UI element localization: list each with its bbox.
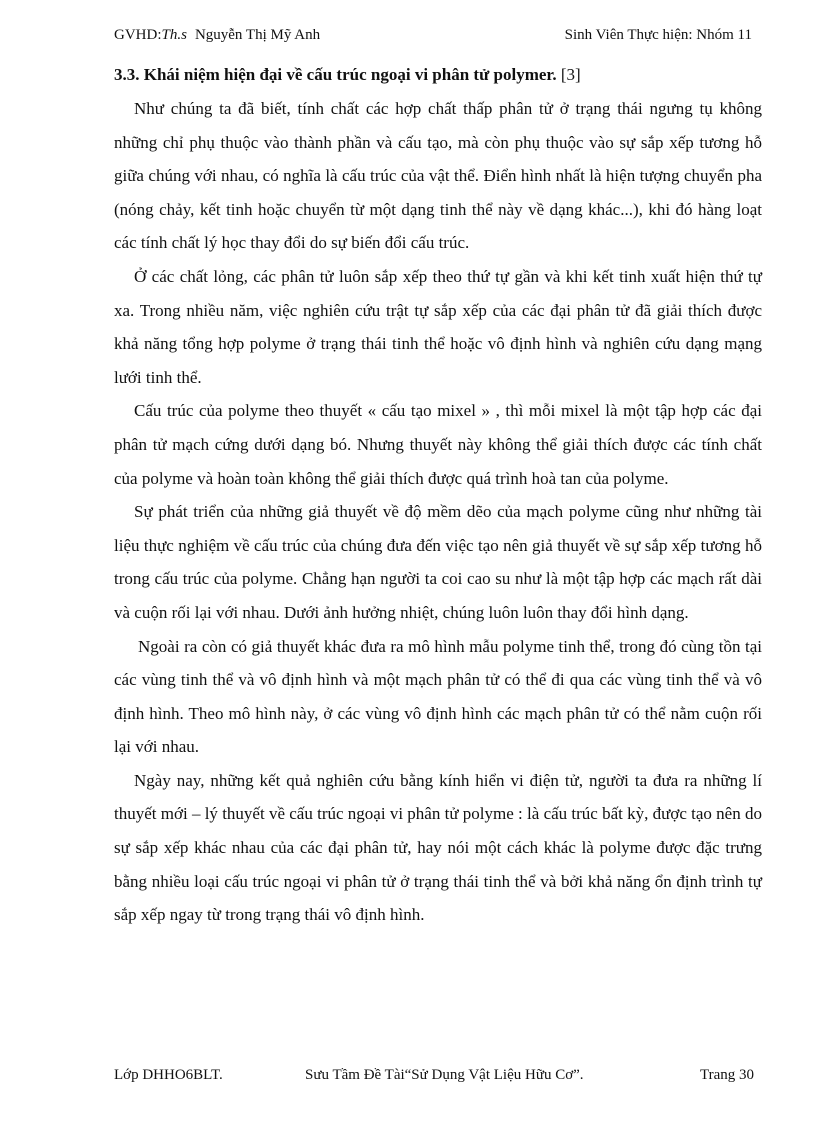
section-title: 3.3. Khái niệm hiện đại về cấu trúc ngoại vi phân tử polymer. <box>114 65 557 84</box>
class-name: Lớp DHHO6BLT. <box>114 1067 223 1083</box>
advisor-info <box>114 24 320 46</box>
page-number: Trang 30 <box>699 1067 754 1083</box>
topic-title: Sưu Tầm Đề Tài“Sử Dụng Vật Liệu Hữu Cơ”. <box>305 1067 584 1083</box>
students-info: Sinh Viên Thực hiện: Nhóm 11 <box>564 27 752 43</box>
document-body <box>114 58 762 932</box>
page-footer <box>114 1064 754 1086</box>
page-header <box>114 24 752 46</box>
section-heading <box>114 58 762 92</box>
paragraph-3: Cấu trúc của polyme theo thuyết « cấu tạo mixel » , thì mỗi mixel là một tập hợp các đại phân tử mạch cứng dưới dạng bó. Nhưng thuyết này không thể giải thích được các tính chất của polyme và hoàn toàn không thể giải thích được quá trình hoà tan của polyme. <box>114 401 762 488</box>
paragraph-1: Như chúng ta đã biết, tính chất các hợp chất thấp phân tử ở trạng thái ngưng tụ không những chỉ phụ thuộc vào thành phần và cấu tạo, mà còn phụ thuộc vào sự sắp xếp tương hỗ giữa chúng với nhau, có nghĩa là cấu trúc của vật thể. Điển hình nhất là hiện tượng chuyển pha (nóng chảy, kết tinh hoặc chuyển từ một dạng tinh thể này về dạng khác...), khi đó hàng loạt các tính chất lý học thay đổi do sự biến đổi cấu trúc. <box>114 99 762 253</box>
paragraph-4: Sự phát triển của những giả thuyết về độ mềm dẽo của mạch polyme cũng như những tài liệu thực nghiệm về cấu trúc của chúng đưa đến việc tạo nên giả thuyết về sự sắp xếp tương hỗ trong cấu trúc của polyme. Chẳng hạn người ta coi cao su như là một tập hợp các mạch rất dài và cuộn rối lại với nhau. Dưới ảnh hưởng nhiệt, chúng luôn luôn thay đổi hình dạng. <box>114 502 762 622</box>
section-reference: [3] <box>560 65 581 84</box>
paragraph-2: Ở các chất lỏng, các phân tử luôn sắp xếp theo thứ tự gần và khi kết tinh xuất hiện thứ tự xa. Trong nhiều năm, việc nghiên cứu trật tự sắp xếp của các đại phân tử đã giải thích được khả năng tổng hợp polyme ở trạng thái tinh thể hoặc vô định hình và nghiên cứu dạng mạng lưới tinh thể. <box>114 266 762 387</box>
advisor-label: GVHD: <box>114 27 162 43</box>
advisor-title: Th.s <box>161 27 187 43</box>
advisor-name: Nguyễn Thị Mỹ Anh <box>194 27 321 43</box>
paragraph-6: Ngày nay, những kết quả nghiên cứu bằng kính hiển vi điện tử, người ta đưa ra những lí thuyết mới – lý thuyết về cấu trúc ngoại vi phân tử polyme : là cấu trúc bất kỳ, được tạo nên do sự sắp xếp khác nhau của các đại phân tử, hay nói một cách khác là polyme được đặc trưng bằng nhiều loại cấu trúc ngoại vi phân tử ở trạng thái tinh thể và bởi khả năng ổn định trình tự sắp xếp ngay từ trong trạng thái vô định hình. <box>114 770 762 925</box>
paragraph-5: Ngoài ra còn có giả thuyết khác đưa ra mô hình mẫu polyme tinh thể, trong đó cùng tồn tại các vùng tinh thể và vô định hình và một mạch phân tử có thể đi qua các vùng tinh thể và vô định hình. Theo mô hình này, ở các vùng vô định hình các mạch phân tử có thể nằm cuộn rối lại với nhau. <box>114 636 762 757</box>
